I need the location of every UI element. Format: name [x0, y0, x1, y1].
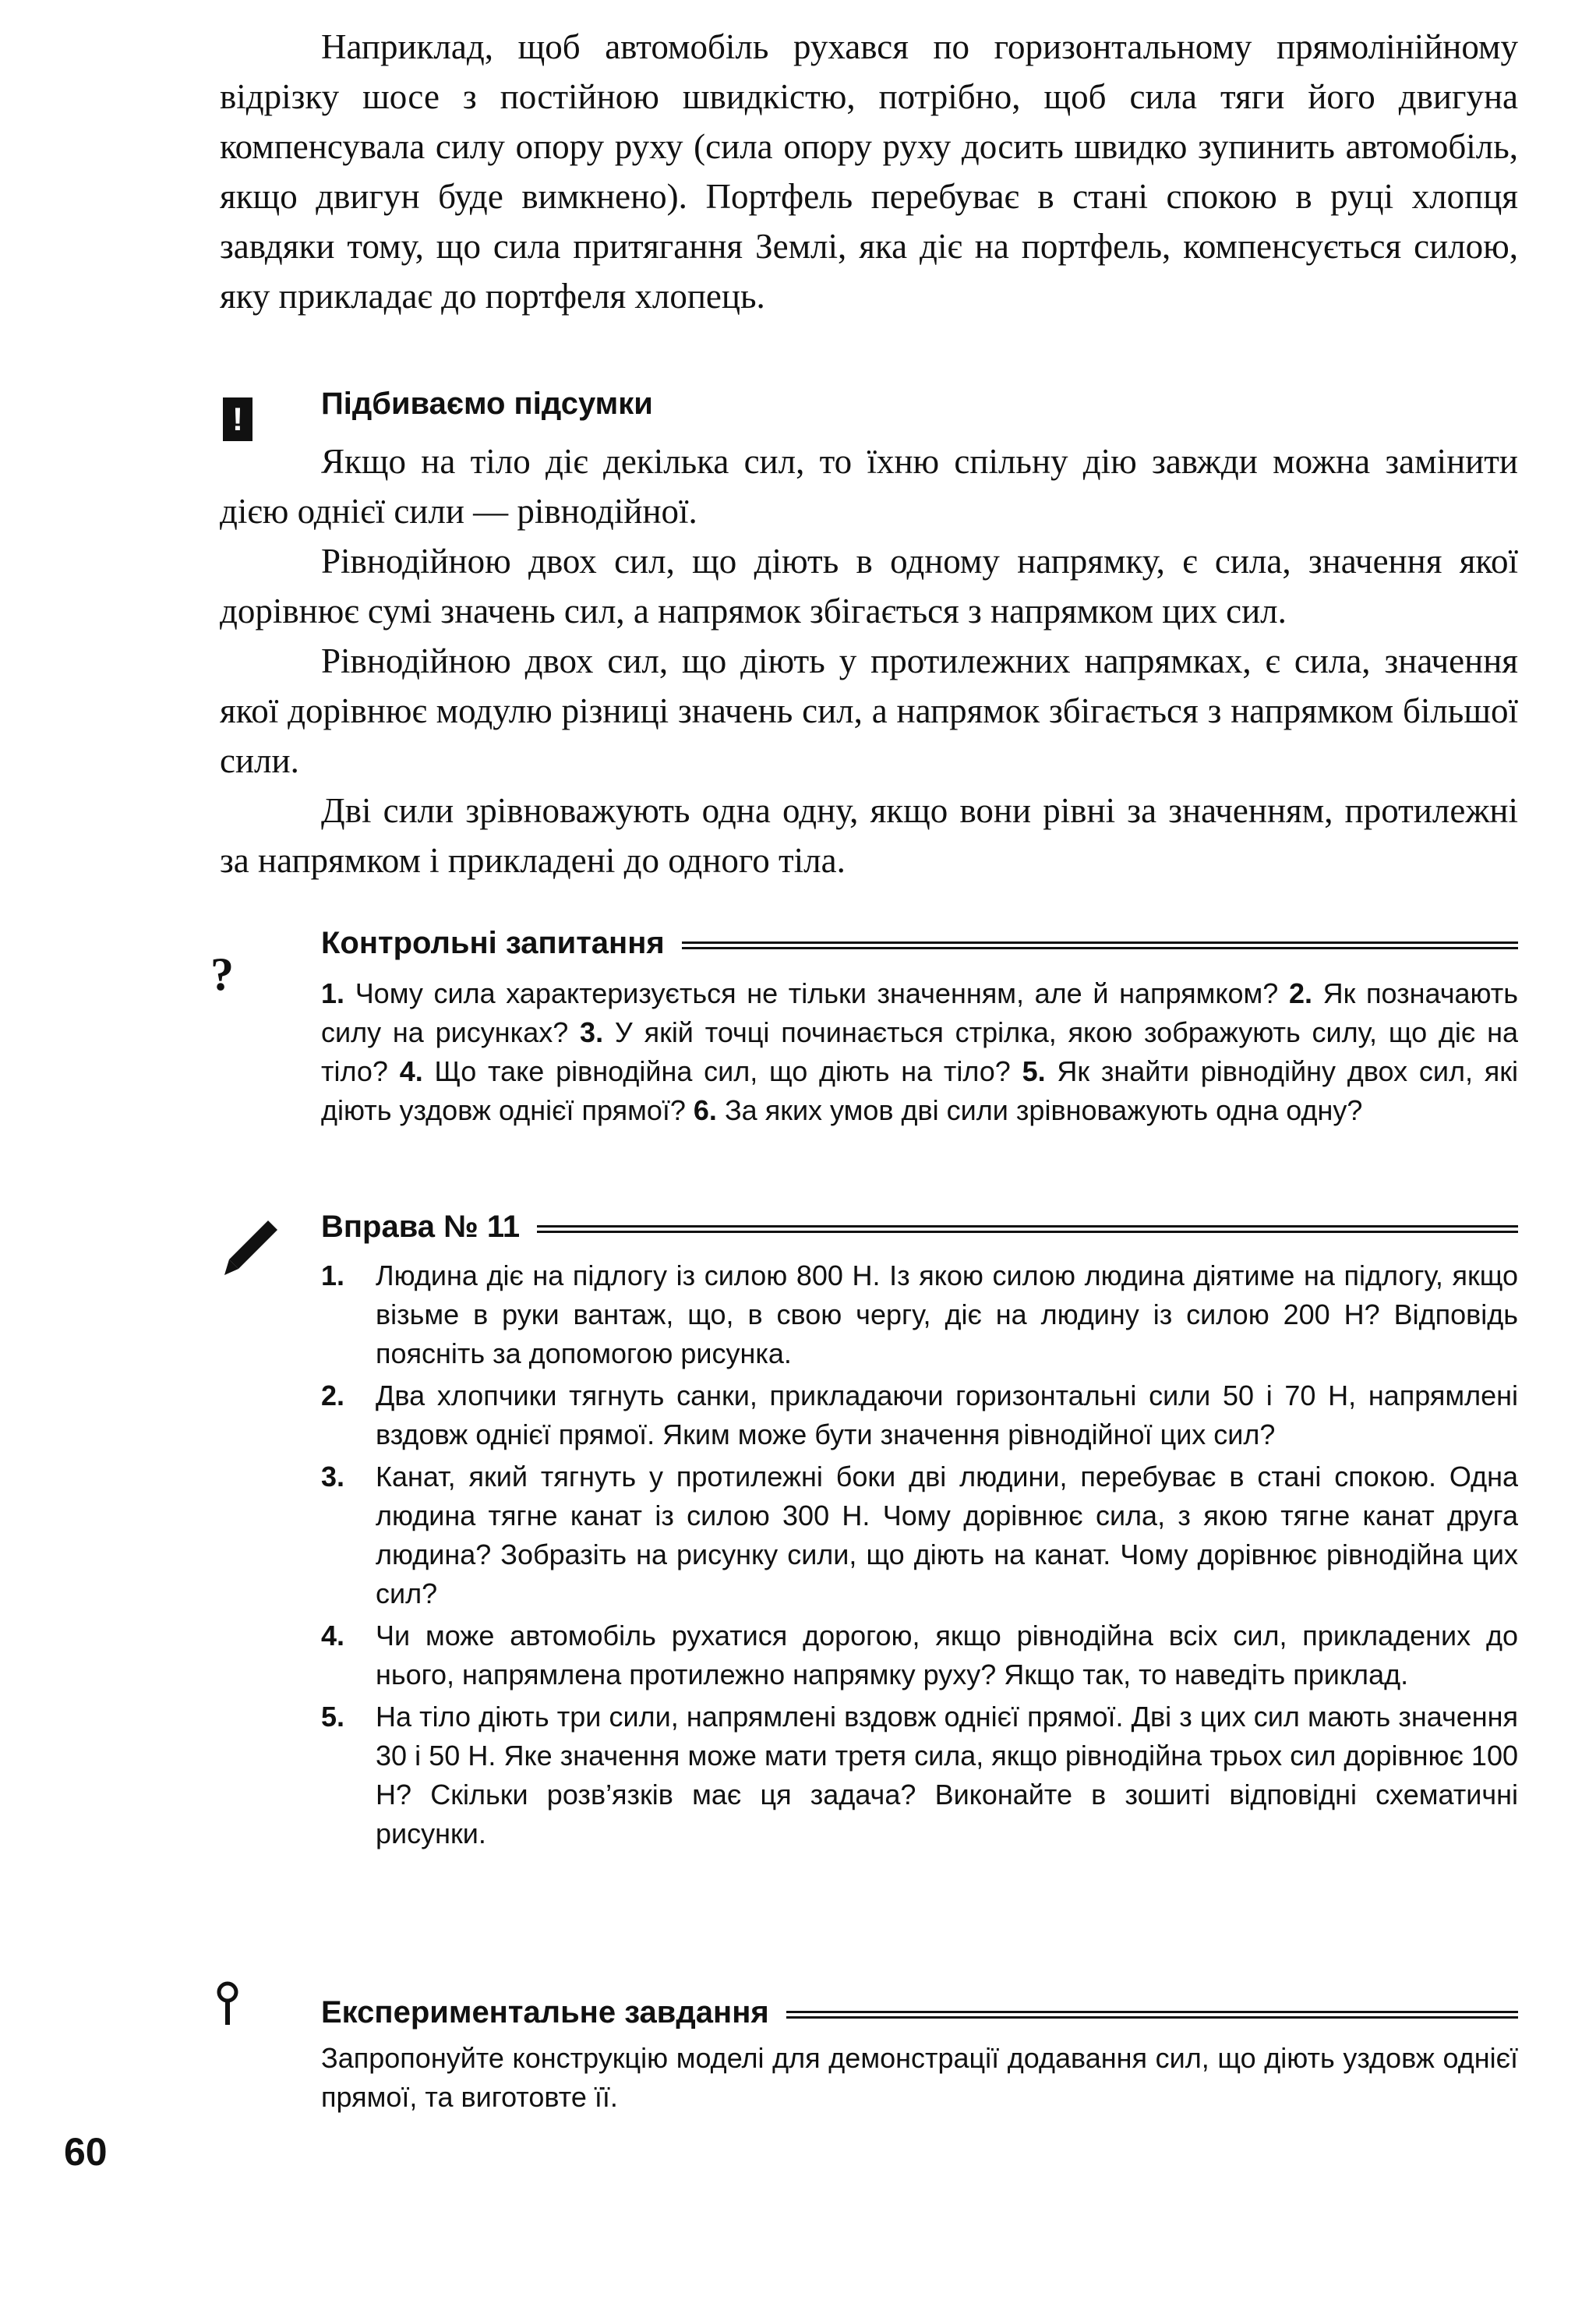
- exercise-heading: Вправа № 11: [321, 1210, 521, 1244]
- question-number: 4.: [399, 1055, 435, 1087]
- page-number: 60: [64, 2130, 108, 2174]
- experiment-heading-row: [321, 1992, 1518, 2033]
- exercise-item: [321, 1616, 1518, 1694]
- exercise-number: 1.: [321, 1259, 345, 1291]
- exercise-item: [321, 1256, 1518, 1373]
- exercise-list: [321, 1256, 1518, 1856]
- intro-paragraph: Наприклад, щоб автомобіль рухався по горизонтальному прямолінійному відрізку шосе з постійною швидкістю, потрібно, щоб сила тяги його двигуна компенсувала силу опору руху (сила опору руху досить швидко зупинить автомобіль, якщо двигун буде вимкнено). Портфель перебуває в стані спокою в руці хлопця завдяки тому, що сила притягання Землі, яка діє на портфель, компенсується силою, яку прикладає до портфеля хлопець.: [220, 27, 1518, 316]
- summary-heading: Підбиваємо підсумки: [321, 387, 653, 421]
- double-rule: [537, 1225, 1518, 1233]
- question-text: У якій точці починається стрілка, якою зображують силу, що діє на тіло?: [321, 1016, 1518, 1087]
- summary-paragraph: Рівнодійною двох сил, що діють у протилежних напрямках, є сила, значення якої дорівнює модулю різниці значень сил, а напрямок збігається з напрямком більшої сили.: [220, 641, 1518, 780]
- exercise-item: [321, 1697, 1518, 1853]
- question-number: 1.: [321, 977, 355, 1009]
- exercise-text: Людина діє на підлогу із силою 800 Н. Із якою силою людина діятиме на підлогу, якщо візьме в руки вантаж, що, в свою чергу, діє на людину із силою 200 Н? Відповідь поясніть за допомогою рисунка.: [376, 1259, 1518, 1369]
- exercise-number: 2.: [321, 1380, 345, 1411]
- question-mark-icon: ?: [210, 949, 234, 1000]
- double-rule: [786, 2011, 1518, 2019]
- questions-heading: Контрольні запитання: [321, 926, 665, 960]
- questions-heading-row: [321, 923, 1518, 963]
- question-text: Як позначають силу на рисунках?: [321, 977, 1519, 1048]
- question-text: За яких умов дві сили зрівноважують одна одну?: [724, 1094, 1363, 1126]
- question-text: Як знайти рівнодійну двох сил, які діють уздовж однієї прямої?: [321, 1055, 1518, 1126]
- exercise-item: [321, 1376, 1518, 1454]
- exercise-text: Чи може автомобіль рухатися дорогою, якщо рівнодійна всіх сил, прикладених до нього, напрямлена протилежно напрямку руху? Якщо так, то наведіть приклад.: [376, 1620, 1518, 1690]
- exercise-number: 4.: [321, 1620, 345, 1652]
- exercise-number: 5.: [321, 1701, 345, 1733]
- exercise-number: 3.: [321, 1461, 345, 1493]
- question-number: 2.: [1288, 977, 1323, 1009]
- exercise-item: [321, 1457, 1518, 1613]
- exercise-text: На тіло діють три сили, напрямлені вздовж однієї прямої. Дві з цих сил мають значення 30 і 50 Н. Яке значення може мати третя сила, якщо рівнодійна трьох сил дорівнює 100 Н? Скільки розв’язків має ця задача? Виконайте в зошиті відповідні схематичні рисунки.: [376, 1701, 1518, 1849]
- question-text: Що таке рівнодійна сил, що діють на тіло?: [434, 1055, 1022, 1087]
- pencil-icon: [220, 1216, 282, 1278]
- summary-paragraph: Дві сили зрівноважують одна одну, якщо вони рівні за значенням, протилежні за напрямком і прикладені до одного тіла.: [220, 791, 1518, 880]
- lightbulb-icon: [212, 1980, 243, 2030]
- exercise-heading-row: [321, 1206, 1518, 1247]
- exercise-text: Два хлопчики тягнуть санки, прикладаючи горизонтальні сили 50 і 70 Н, напрямлені вздовж однієї прямої. Яким може бути значення рівнодійної цих сил?: [376, 1380, 1518, 1450]
- summary-paragraph: Рівнодійною двох сил, що діють в одному напрямку, є сила, значення якої дорівнює сумі значень сил, а напрямок збігається з напрямком цих сил.: [220, 542, 1518, 631]
- summary-paragraph: Якщо на тіло діє декілька сил, то їхню спільну дію завжди можна замінити дією однієї сили — рівнодійної.: [220, 442, 1518, 531]
- exclamation-icon: !: [223, 397, 252, 441]
- experiment-heading: Експериментальне завдання: [321, 1995, 769, 2030]
- question-number: 5.: [1022, 1055, 1058, 1087]
- questions-list: [321, 974, 1518, 1130]
- summary-body: [220, 436, 1518, 885]
- question-number: 3.: [580, 1016, 615, 1048]
- experiment-text: Запропонуйте конструкцію моделі для демонстрації додавання сил, що діють уздовж однієї прямої, та виготовте її.: [321, 2042, 1518, 2113]
- exercise-text: Канат, який тягнуть у протилежні боки дві людини, перебуває в стані спокою. Одна людина тягне канат із силою 300 Н. Чому дорівнює сила, з якою тягне канат друга людина? Зобразіть на рисунку сили, що діють на канат. Чому дорівнює рівнодійна цих сил?: [376, 1461, 1518, 1609]
- double-rule: [682, 941, 1518, 949]
- question-text: Чому сила характеризується не тільки значенням, але й напрямком?: [355, 977, 1289, 1009]
- question-number: 6.: [693, 1094, 725, 1126]
